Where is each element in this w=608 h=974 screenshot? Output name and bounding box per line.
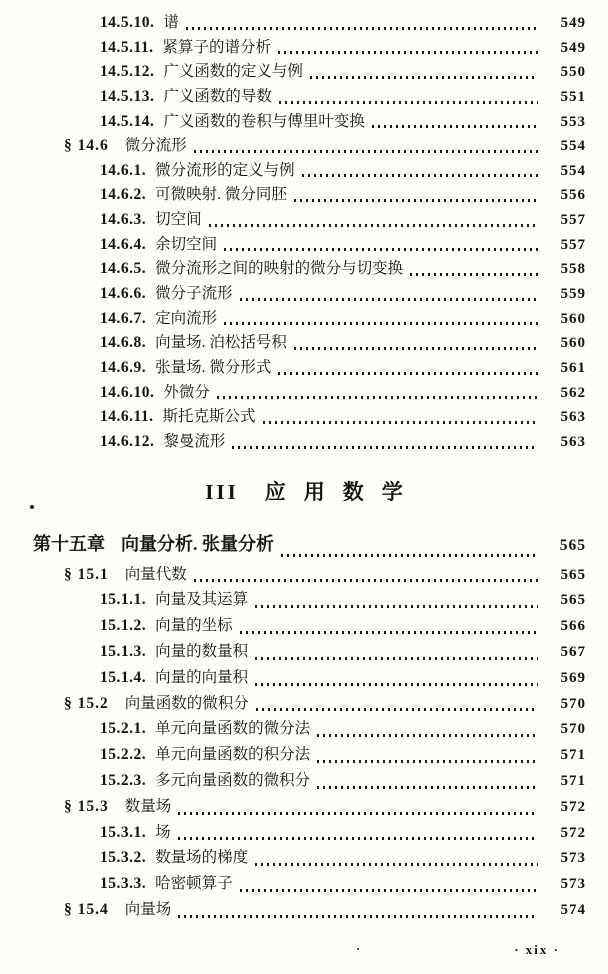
- dot-leader: [278, 372, 538, 375]
- entry-title: 可微映射. 微分同胚: [155, 186, 287, 204]
- entry-number: 14.5.12.: [100, 63, 155, 81]
- entry-page-number: 549: [560, 39, 586, 56]
- toc-entry: [0, 742, 608, 768]
- entry-title: 向量及其运算: [155, 591, 249, 609]
- entry-page-number: 562: [560, 384, 586, 401]
- dot-leader: [217, 396, 538, 399]
- entry-page-number: 565: [560, 566, 586, 583]
- toc-entry: [0, 232, 608, 257]
- entry-page-number: 560: [560, 335, 586, 352]
- toc-entry: [0, 562, 608, 588]
- entry-title: 张量场. 微分形式: [155, 358, 272, 376]
- toc-entry: [0, 871, 608, 897]
- dot-leader: [224, 248, 538, 251]
- toc-entry: [0, 587, 608, 613]
- entry-title: 广义函数的导数: [163, 87, 272, 105]
- entry-page-number: 556: [560, 187, 586, 204]
- entry-title: 广义函数的卷积与傅里叶变换: [163, 112, 365, 130]
- part-roman-numeral: III: [205, 479, 239, 504]
- entry-page-number: 563: [560, 409, 586, 426]
- entry-number: § 15.3: [64, 797, 109, 815]
- toc-entry: [0, 845, 608, 871]
- toc-entry: [0, 768, 608, 794]
- entry-number: § 15.4: [64, 900, 109, 918]
- entry-page-number: 557: [560, 236, 586, 253]
- entry-title: 定向流形: [155, 309, 218, 327]
- toc-entry: [0, 256, 608, 281]
- entry-page-number: 551: [560, 88, 586, 105]
- entry-page-number: 573: [560, 850, 586, 867]
- toc-entry: [0, 429, 608, 454]
- entry-title: 哈密顿算子: [155, 875, 233, 893]
- entry-title: 微分流形: [124, 137, 187, 155]
- toc-entry: [0, 10, 608, 35]
- dot-leader: [178, 915, 538, 918]
- entry-page-number: 554: [560, 138, 586, 155]
- entry-title: 微分流形之间的映射的微分与切变换: [155, 260, 404, 278]
- dot-leader: [278, 51, 538, 54]
- entry-number: 14.6.4.: [100, 235, 147, 253]
- dot-leader: [194, 150, 538, 153]
- entry-number: 14.6.12.: [100, 432, 155, 450]
- entry-page-number: 559: [560, 286, 586, 303]
- toc-entry: [0, 530, 608, 562]
- dot-leader: [294, 347, 538, 350]
- toc-entry: [0, 84, 608, 109]
- dot-leader: [372, 125, 538, 128]
- entry-number: 14.6.9.: [100, 358, 147, 376]
- entry-page-number: 574: [560, 901, 586, 918]
- entry-number: 15.1.3.: [100, 642, 147, 660]
- toc-entry: [0, 59, 608, 84]
- entry-number: 14.6.1.: [100, 161, 147, 179]
- entry-title: 向量代数: [124, 565, 187, 583]
- entry-page-number: 563: [560, 433, 586, 450]
- toc-entry: [0, 207, 608, 232]
- entry-title: 黎曼流形: [163, 432, 226, 450]
- entry-page-number: 549: [560, 15, 586, 31]
- entry-title: 向量的坐标: [155, 617, 233, 635]
- entry-page-number: 573: [560, 876, 586, 893]
- entry-page-number: 571: [560, 772, 586, 789]
- toc-entry: [0, 794, 608, 820]
- entry-number: § 15.1: [64, 565, 109, 583]
- entry-number: 14.6.2.: [100, 186, 147, 204]
- entry-page-number: 572: [560, 824, 586, 841]
- entry-title: 单元向量函数的微分法: [155, 720, 311, 738]
- entry-page-number: 566: [560, 618, 586, 635]
- entry-title: 余切空间: [155, 235, 218, 253]
- entry-number: 14.6.3.: [100, 211, 147, 229]
- toc-top-block: [0, 0, 608, 454]
- dot-leader: [209, 224, 538, 227]
- toc-entry: [0, 380, 608, 405]
- entry-title: 场: [155, 823, 171, 841]
- entry-page-number: 554: [560, 162, 586, 179]
- dot-leader: [310, 76, 538, 79]
- entry-number: 14.6.7.: [100, 309, 147, 327]
- entry-page-number: 561: [560, 359, 586, 376]
- entry-title: 单元向量函数的积分法: [155, 746, 311, 764]
- entry-title: 多元向量函数的微积分: [155, 771, 311, 789]
- dot-leader: [224, 322, 538, 325]
- entry-page-number: 558: [560, 261, 586, 278]
- entry-number: 14.6.5.: [100, 260, 147, 278]
- entry-number: § 15.2: [64, 694, 109, 712]
- dot-leader: [281, 554, 538, 557]
- dot-leader: [317, 786, 538, 789]
- dot-leader: [194, 579, 538, 582]
- entry-number: § 14.6: [64, 137, 109, 155]
- entry-number: 15.1.4.: [100, 668, 147, 686]
- entry-title: 广义函数的定义与例: [163, 63, 303, 81]
- entry-title: 向量分析. 张量分析: [121, 533, 274, 554]
- entry-number: 14.5.10.: [100, 14, 155, 31]
- dot-leader: [317, 734, 538, 737]
- dot-leader: [317, 760, 538, 763]
- entry-title: 紧算子的谱分析: [162, 38, 272, 56]
- entry-title: 向量函数的微积分: [124, 694, 249, 712]
- entry-page-number: 571: [560, 747, 586, 764]
- toc-entry: [0, 691, 608, 717]
- entry-number: 15.1.1.: [100, 591, 147, 609]
- entry-title: 微分子流形: [155, 285, 233, 303]
- entry-number: 14.6.10.: [100, 383, 155, 401]
- entry-page-number: 560: [560, 310, 586, 327]
- dot-leader: [240, 889, 538, 892]
- toc-entry: [0, 306, 608, 331]
- entry-page-number: 553: [560, 113, 586, 130]
- toc-entry: [0, 109, 608, 134]
- toc-entry: [0, 35, 608, 60]
- entry-title: 向量场. 泊松括号积: [155, 334, 287, 352]
- toc-entry: [0, 665, 608, 691]
- entry-number: 15.3.2.: [100, 849, 147, 867]
- entry-title: 微分流形的定义与例: [155, 161, 295, 179]
- toc-entry: [0, 404, 608, 429]
- entry-page-number: 572: [560, 798, 586, 815]
- dot-leader: [240, 298, 538, 301]
- entry-title: 斯托克斯公式: [162, 408, 256, 426]
- toc-entry: [0, 716, 608, 742]
- dot-leader: [178, 812, 538, 815]
- dot-leader: [178, 837, 538, 840]
- toc-entry: [0, 820, 608, 846]
- entry-title: 外微分: [163, 383, 210, 401]
- toc-entry: [0, 639, 608, 665]
- entry-title: 向量的数量积: [155, 642, 249, 660]
- entry-page-number: 550: [560, 64, 586, 81]
- dot-leader: [279, 101, 538, 104]
- entry-number: 14.5.14.: [100, 112, 155, 130]
- entry-number: 第十五章: [33, 533, 105, 554]
- dot-leader: [263, 421, 538, 424]
- entry-number: 14.5.13.: [100, 87, 155, 105]
- entry-number: 15.2.3.: [100, 771, 147, 789]
- entry-page-number: 569: [560, 669, 586, 686]
- dot-leader: [255, 657, 538, 660]
- part-heading: [0, 476, 608, 512]
- toc-entry: [0, 158, 608, 183]
- entry-number: 15.3.3.: [100, 875, 147, 893]
- entry-page-number: 570: [560, 695, 586, 712]
- ink-speck: [30, 505, 34, 509]
- entry-title: 切空间: [155, 211, 202, 229]
- dot-leader: [186, 27, 538, 30]
- entry-title: 数量场的梯度: [155, 849, 249, 867]
- entry-number: 14.6.6.: [100, 285, 147, 303]
- entry-page-number: 570: [560, 721, 586, 738]
- toc-entry: [0, 330, 608, 355]
- dot-leader: [240, 631, 538, 634]
- entry-number: 15.1.2.: [100, 617, 147, 635]
- entry-title: 向量场: [124, 900, 172, 918]
- dot-leader: [255, 605, 538, 608]
- dot-leader: [255, 863, 538, 866]
- toc-entry: [0, 133, 608, 158]
- dot-leader: [410, 273, 538, 276]
- entry-number: 15.2.1.: [100, 720, 147, 738]
- dot-leader: [232, 446, 538, 449]
- toc-entry: [0, 897, 608, 923]
- entry-number: 15.2.2.: [100, 746, 147, 764]
- part-title: 应用数学: [264, 479, 421, 504]
- entry-page-number: 557: [560, 212, 586, 229]
- entry-page-number: 565: [560, 592, 586, 609]
- toc-bottom-block: [0, 530, 608, 923]
- toc-entry: [0, 613, 608, 639]
- dot-leader: [255, 683, 538, 686]
- toc-entry: [0, 182, 608, 207]
- toc-entry: [0, 281, 608, 306]
- entry-number: 14.5.11.: [100, 38, 154, 56]
- entry-title: 向量的向量积: [155, 668, 249, 686]
- dot-leader: [294, 199, 538, 202]
- dot-leader: [302, 174, 538, 177]
- entry-title: 谱: [163, 14, 179, 31]
- entry-page-number: 565: [559, 536, 586, 554]
- entry-title: 数量场: [124, 797, 172, 815]
- page-footer: · xix ·: [514, 942, 560, 957]
- ink-speck: [357, 948, 359, 950]
- toc-entry: [0, 355, 608, 380]
- entry-page-number: 567: [560, 643, 586, 660]
- entry-number: 15.3.1.: [100, 823, 147, 841]
- entry-number: 14.6.8.: [100, 334, 147, 352]
- entry-number: 14.6.11.: [100, 408, 154, 426]
- dot-leader: [256, 708, 538, 711]
